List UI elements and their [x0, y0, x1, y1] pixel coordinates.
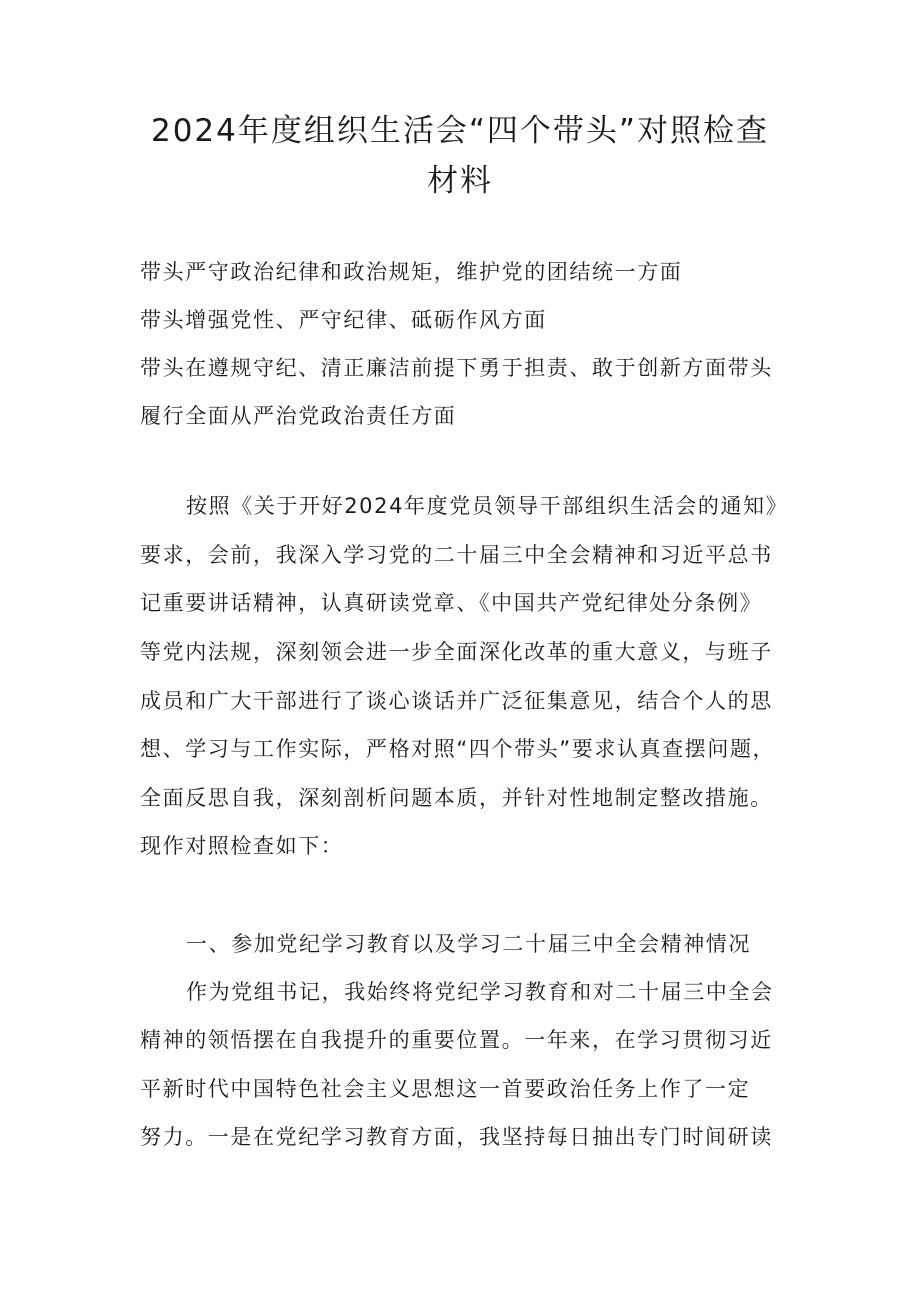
heading-line-1: 带头严守政治纪律和政治规矩，维护党的团结统一方面 [140, 260, 683, 284]
section-1-line-2: 精神的领悟摆在自我提升的重要位置。一年来，在学习贯彻习近 [140, 1028, 773, 1052]
section-1-heading: 一、参加党纪学习教育以及学习二十届三中全会精神情况 [186, 932, 751, 956]
intro-line-3: 记重要讲话精神，认真研读党章、《中国共产党纪律处分条例》 [140, 591, 763, 615]
document-title-line-2: 材料 [427, 163, 493, 199]
section-1-line-4: 努力。一是在党纪学习教育方面，我坚持每日抽出专门时间研读 [140, 1125, 773, 1149]
intro-line-2: 要求，会前，我深入学习党的二十届三中全会精神和习近平总书 [140, 543, 773, 567]
heading-line-3: 带头在遵规守纪、清正廉洁前提下勇于担责、敢于创新方面带头 [140, 356, 773, 380]
intro-line-7: 全面反思自我，深刻剖析问题本质，并针对性地制定整改措施。 [140, 786, 773, 810]
intro-line-4: 等党内法规，深刻领会进一步全面深化改革的重大意义，与班子 [140, 640, 773, 664]
intro-line-5: 成员和广大干部进行了谈心谈话并广泛征集意见，结合个人的思 [140, 689, 773, 713]
intro-line-1: 按照《关于开好2024年度党员领导干部组织生活会的通知》 [186, 494, 789, 518]
document-title-line-1: 2024年度组织生活会“四个带头”对照检查 [150, 113, 769, 149]
heading-line-2: 带头增强党性、严守纪律、砥砺作风方面 [140, 308, 547, 332]
section-1-line-1: 作为党组书记，我始终将党纪学习教育和对二十届三中全会 [186, 980, 774, 1004]
heading-line-4: 履行全面从严治党政治责任方面 [140, 404, 457, 428]
intro-line-6: 想、学习与工作实际，严格对照“四个带头”要求认真查摆问题， [140, 737, 776, 761]
intro-line-8: 现作对照检查如下： [140, 834, 344, 858]
section-1-line-3: 平新时代中国特色社会主义思想这一首要政治任务上作了一定 [140, 1077, 751, 1101]
